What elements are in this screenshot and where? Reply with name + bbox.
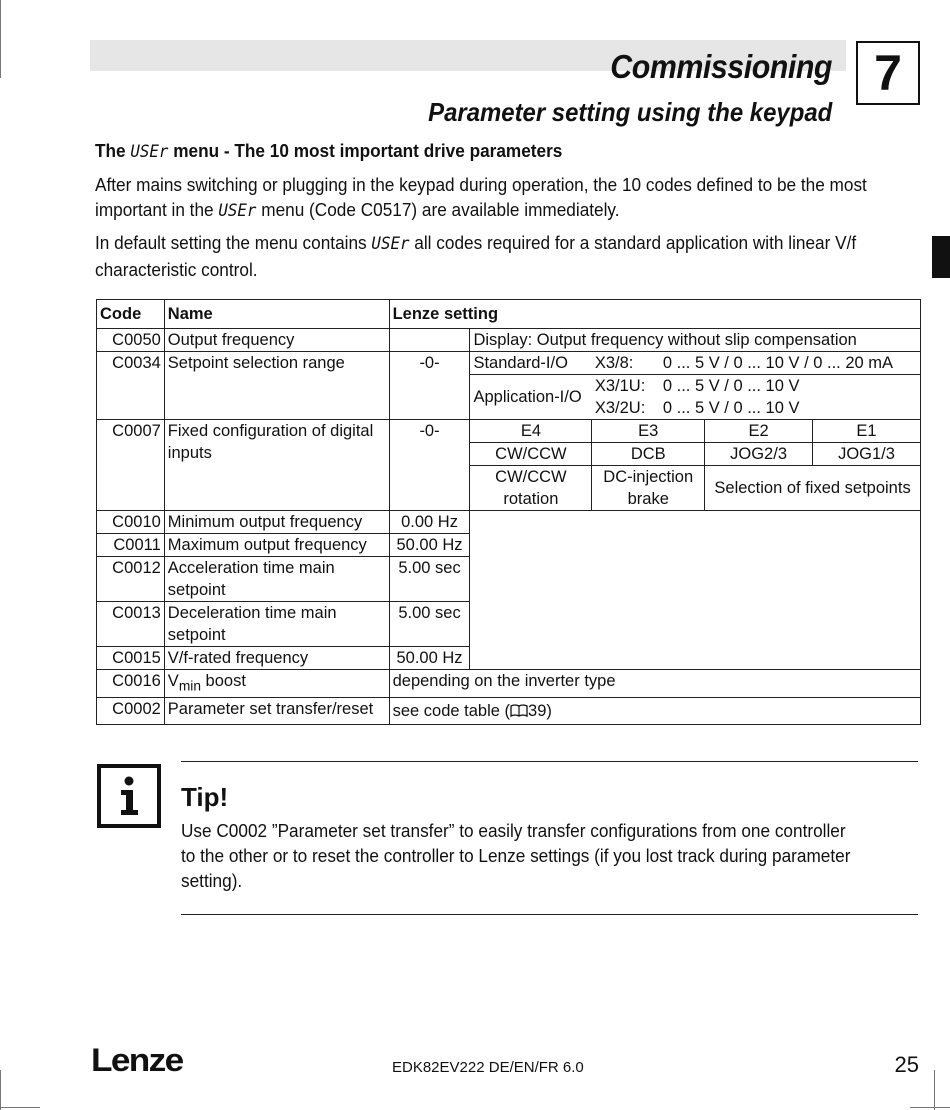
desc-line: rotation <box>503 490 559 508</box>
table-row <box>97 420 921 443</box>
crop-mark <box>0 1107 40 1108</box>
name-cell <box>164 602 389 647</box>
user-menu-display: USEr <box>130 142 169 162</box>
code-cell: C0015 <box>97 647 165 670</box>
desc-line: DC-injection <box>603 468 694 486</box>
name-line: inputs <box>167 444 212 462</box>
table-row <box>97 352 921 375</box>
default-line-2: characteristic control. <box>95 259 258 280</box>
function-description-cell <box>592 466 705 511</box>
desc-line: brake <box>627 490 669 508</box>
code-cell: C0013 <box>97 602 165 647</box>
setting-cell: 0.00 Hz <box>389 511 470 534</box>
empty-cell <box>470 511 921 670</box>
intro-paragraph <box>95 172 904 224</box>
intro-line-1: After mains switching or plugging in the keypad during operation, the 10 codes defined to be the most <box>95 174 867 195</box>
name-cell <box>164 420 389 511</box>
setting-cell <box>389 329 470 352</box>
code-cell: C0007 <box>97 420 165 511</box>
name-cell <box>164 670 389 698</box>
name-cell: Parameter set transfer/reset <box>164 698 389 725</box>
code-cell: C0011 <box>97 534 165 557</box>
setting-cell: 5.00 sec <box>389 557 470 602</box>
setting-cell: -0- <box>389 352 470 420</box>
description-cell: depending on the inverter type <box>389 670 920 698</box>
code-cell: C0012 <box>97 557 165 602</box>
code-cell: C0034 <box>97 352 165 420</box>
header-name: Name <box>164 300 389 329</box>
code-cell: C0050 <box>97 329 165 352</box>
function-description-cell: Selection of fixed setpoints <box>705 466 921 511</box>
io-range-cell <box>592 375 921 420</box>
terminal-range: 0 ... 5 V / 0 ... 10 V <box>662 377 800 395</box>
function-cell: CW/CCW <box>470 443 592 466</box>
setting-cell: -0- <box>389 420 470 511</box>
user-menu-display: USEr <box>371 234 410 254</box>
crop-mark <box>910 1107 950 1108</box>
name-rest: boost <box>200 672 246 690</box>
tip-top-rule <box>181 761 918 762</box>
name-cell: Output frequency <box>164 329 389 352</box>
terminal-range: 0 ... 5 V / 0 ... 10 V <box>662 399 800 417</box>
tip-bottom-rule <box>181 914 918 915</box>
function-cell: JOG2/3 <box>705 443 813 466</box>
user-menu-display: USEr <box>218 201 257 221</box>
page-number: 25 <box>894 1052 919 1077</box>
desc-text: 39) <box>528 702 552 721</box>
name-line: setpoint <box>167 581 226 599</box>
setting-cell: 5.00 sec <box>389 602 470 647</box>
name-cell: Maximum output frequency <box>164 534 389 557</box>
description-cell <box>389 698 920 725</box>
info-glyph <box>101 768 157 824</box>
tip-line: to the other or to reset the controller to Lenze settings (if you lost track during parameter <box>181 845 851 866</box>
lenze-logo: Lenze <box>91 1042 183 1078</box>
table-header-row <box>97 300 921 329</box>
name-cell: Minimum output frequency <box>164 511 389 534</box>
text-span: important in the <box>95 199 219 220</box>
desc-text: see code table ( <box>392 702 511 721</box>
desc-line: CW/CCW <box>495 468 567 486</box>
chapter-title: Commissioning <box>610 48 832 85</box>
terminal-label: X3/1U: <box>594 377 646 395</box>
name-line: setpoint <box>167 626 226 644</box>
code-cell: C0002 <box>97 698 165 725</box>
terminal-label: X3/2U: <box>594 399 646 417</box>
parameter-table <box>96 299 921 725</box>
crop-mark <box>0 1070 1 1110</box>
function-description-cell <box>470 466 592 511</box>
table-row <box>97 698 921 725</box>
io-type-cell: Standard-I/O <box>470 352 592 375</box>
chapter-side-tab <box>932 236 950 278</box>
table-row <box>97 670 921 698</box>
table-row <box>97 329 921 352</box>
chapter-number: 7 <box>856 41 920 105</box>
subheading-suffix: menu - The 10 most important drive parameters <box>168 140 563 161</box>
text-span: menu (Code C0517) are available immediately. <box>256 199 620 220</box>
crop-mark <box>0 0 1 78</box>
section-title: Parameter setting using the keypad <box>427 97 832 127</box>
subheading-prefix: The <box>95 140 131 161</box>
book-icon <box>510 704 528 717</box>
name-subscript: min <box>178 678 201 694</box>
header-lenze-setting: Lenze setting <box>389 300 920 329</box>
input-cell: E1 <box>813 420 921 443</box>
tip-line: setting). <box>181 870 243 891</box>
crop-mark <box>934 1070 935 1110</box>
tip-title: Tip! <box>181 782 229 812</box>
subheading <box>95 140 562 162</box>
tip-line: Use C0002 ”Parameter set transfer” to easily transfer configurations from one controller <box>181 820 846 841</box>
tip-text <box>181 818 920 893</box>
name-main: V <box>167 672 179 690</box>
info-icon <box>97 764 161 828</box>
input-cell: E4 <box>470 420 592 443</box>
name-line: Deceleration time main <box>167 604 337 622</box>
name-line: Acceleration time main <box>167 559 335 577</box>
description-cell: Display: Output frequency without slip compensation <box>470 329 921 352</box>
name-line: Fixed configuration of digital <box>167 422 374 440</box>
io-type-cell: Application-I/O <box>470 375 592 420</box>
code-cell: C0016 <box>97 670 165 698</box>
intro-line-2 <box>95 197 904 224</box>
terminal-range: 0 ... 5 V / 0 ... 10 V / 0 ... 20 mA <box>662 354 894 372</box>
header-code: Code <box>97 300 165 329</box>
input-cell: E2 <box>705 420 813 443</box>
input-cell: E3 <box>592 420 705 443</box>
setting-cell: 50.00 Hz <box>389 647 470 670</box>
setting-cell: 50.00 Hz <box>389 534 470 557</box>
name-cell: V/f-rated frequency <box>164 647 389 670</box>
function-cell: DCB <box>592 443 705 466</box>
name-cell: Setpoint selection range <box>164 352 389 420</box>
code-cell: C0010 <box>97 511 165 534</box>
document-id: EDK82EV222 DE/EN/FR 6.0 <box>392 1059 584 1076</box>
default-line-1 <box>95 230 904 257</box>
function-cell: JOG1/3 <box>813 443 921 466</box>
name-cell <box>164 557 389 602</box>
table-row <box>97 511 921 534</box>
text-span: all codes required for a standard application with linear V/f <box>409 232 857 253</box>
text-span: In default setting the menu contains <box>95 232 372 253</box>
terminal-label: X3/8: <box>594 354 634 372</box>
default-paragraph <box>95 230 904 282</box>
io-range-cell <box>592 352 921 375</box>
